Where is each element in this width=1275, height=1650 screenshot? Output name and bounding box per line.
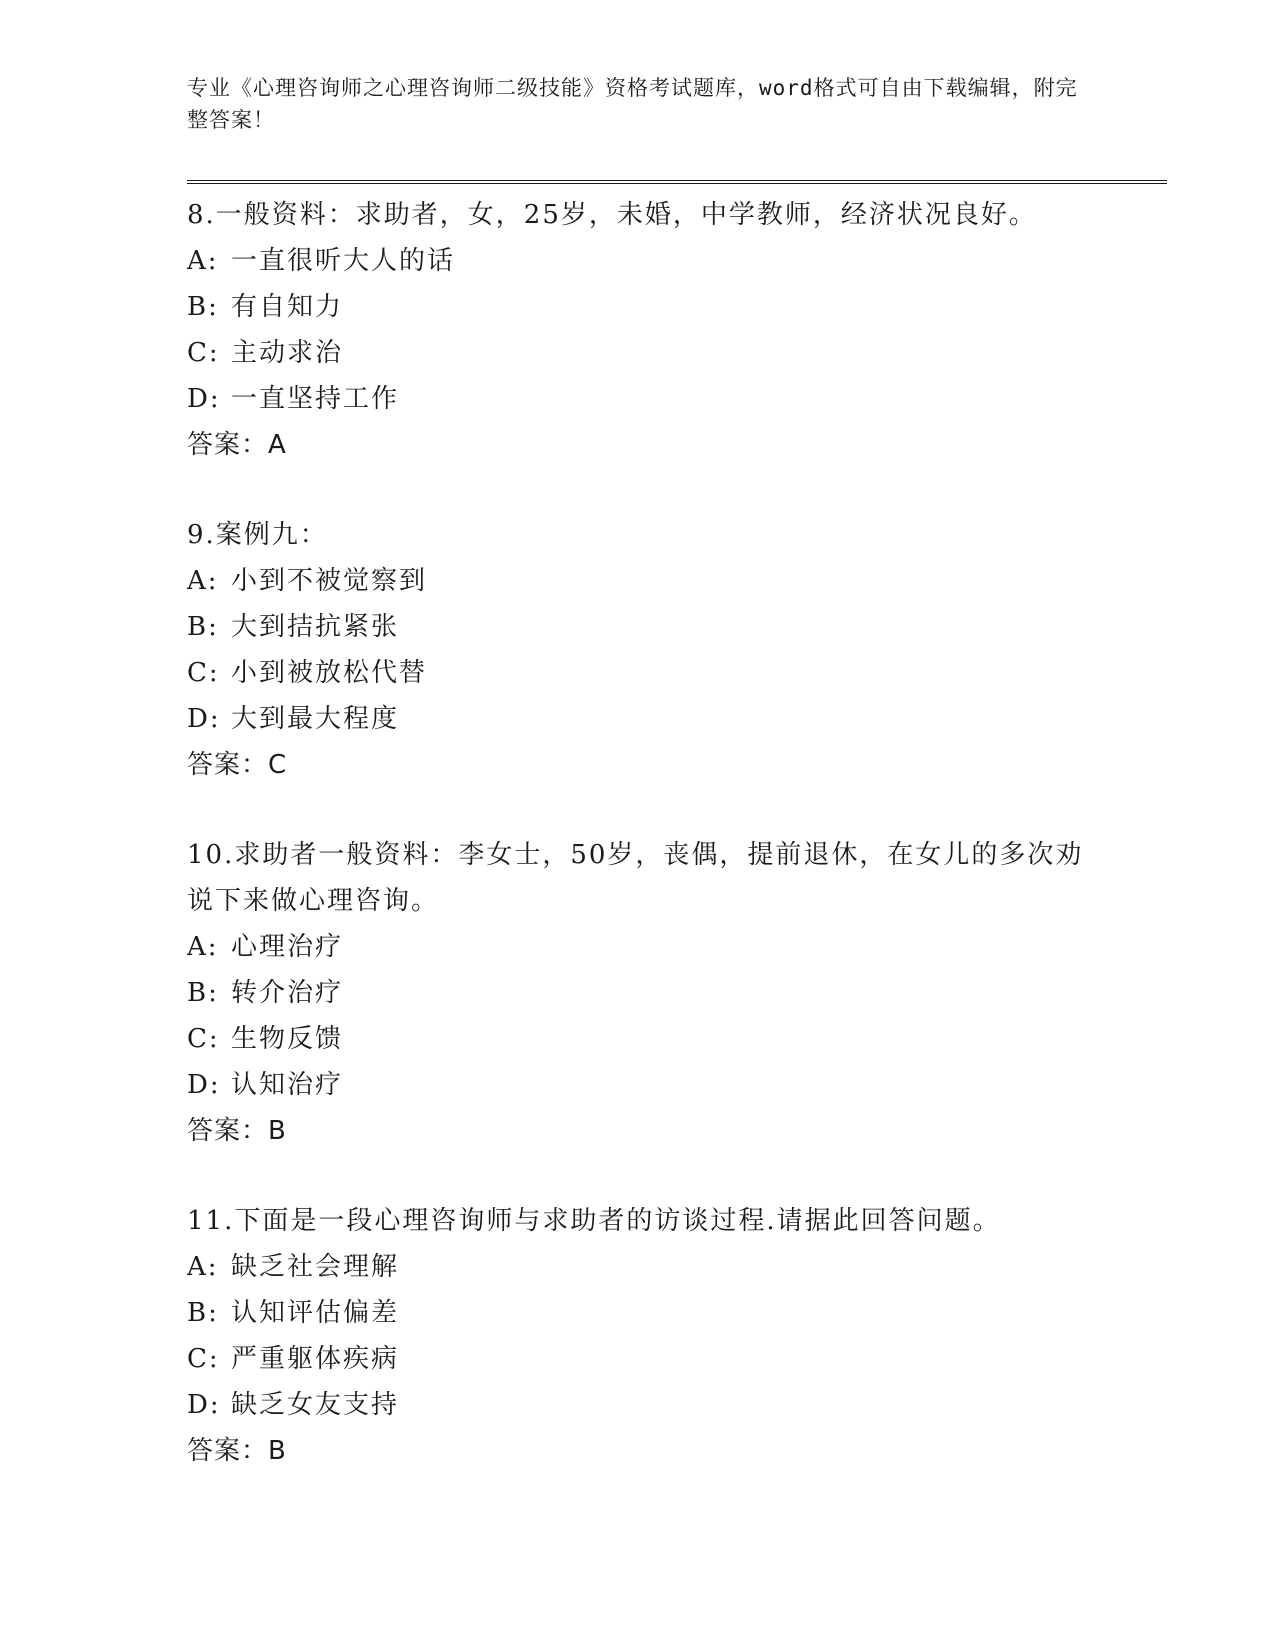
answer-line: 答案：B <box>187 1436 287 1466</box>
option-text: 大到最大程度 <box>231 704 400 734</box>
option-text: 一直很听大人的话 <box>231 246 456 276</box>
option-d <box>187 1382 1167 1428</box>
question-list <box>187 192 1167 1474</box>
option-letter: D: <box>187 384 221 414</box>
header-divider <box>187 180 1167 184</box>
option-text: 有自知力 <box>231 292 344 322</box>
option-text: 小到不被觉察到 <box>231 566 428 596</box>
option-c <box>187 1016 1167 1062</box>
option-letter: A: <box>187 1252 219 1282</box>
question-item <box>187 192 1167 468</box>
option-text: 缺乏女友支持 <box>231 1390 400 1420</box>
option-text: 转介治疗 <box>231 978 344 1008</box>
option-letter: C: <box>187 338 220 368</box>
question-stem: 11.下面是一段心理咨询师与求助者的访谈过程.请据此回答问题。 <box>187 1206 1001 1236</box>
document-page <box>187 72 1167 1518</box>
option-letter: A: <box>187 246 219 276</box>
option-text: 生物反馈 <box>231 1024 344 1054</box>
question-stem: 9.案例九： <box>187 520 328 550</box>
option-letter: C: <box>187 1024 220 1054</box>
question-stem: 10.求助者一般资料：李女士，50岁，丧偶，提前退休，在女儿的多次劝说下来做心理咨询。 <box>187 840 1084 916</box>
question-item <box>187 1198 1167 1474</box>
option-a <box>187 1244 1167 1290</box>
question-item <box>187 512 1167 788</box>
option-d <box>187 696 1167 742</box>
option-text: 缺乏社会理解 <box>231 1252 400 1282</box>
answer-line: 答案：C <box>187 750 288 780</box>
option-letter: B: <box>187 978 219 1008</box>
answer-line: 答案：A <box>187 430 287 460</box>
option-text: 认知评估偏差 <box>231 1298 400 1328</box>
option-letter: D: <box>187 1390 221 1420</box>
option-d <box>187 1062 1167 1108</box>
option-text: 严重躯体疾病 <box>231 1344 400 1374</box>
option-text: 心理治疗 <box>231 932 344 962</box>
option-text: 小到被放松代替 <box>231 658 428 688</box>
option-b <box>187 604 1167 650</box>
option-d <box>187 376 1167 422</box>
question-item <box>187 832 1167 1154</box>
option-letter: D: <box>187 1070 221 1100</box>
option-letter: A: <box>187 932 219 962</box>
option-text: 大到拮抗紧张 <box>231 612 400 642</box>
option-b <box>187 284 1167 330</box>
option-a <box>187 924 1167 970</box>
option-letter: C: <box>187 1344 220 1374</box>
question-stem: 8.一般资料：求助者，女，25岁，未婚，中学教师，经济状况良好。 <box>187 200 1037 230</box>
option-letter: D: <box>187 704 221 734</box>
answer-line: 答案：B <box>187 1116 287 1146</box>
option-c <box>187 330 1167 376</box>
option-letter: A: <box>187 566 219 596</box>
option-letter: C: <box>187 658 220 688</box>
option-letter: B: <box>187 1298 219 1328</box>
option-letter: B: <box>187 292 219 322</box>
option-a <box>187 238 1167 284</box>
option-text: 一直坚持工作 <box>231 384 400 414</box>
option-text: 认知治疗 <box>231 1070 344 1100</box>
option-text: 主动求治 <box>231 338 344 368</box>
option-b <box>187 1290 1167 1336</box>
option-c <box>187 1336 1167 1382</box>
option-b <box>187 970 1167 1016</box>
option-letter: B: <box>187 612 219 642</box>
option-c <box>187 650 1167 696</box>
option-a <box>187 558 1167 604</box>
document-header: 专业《心理咨询师之心理咨询师二级技能》资格考试题库，word格式可自由下载编辑，附完整答案！ <box>187 76 1078 132</box>
